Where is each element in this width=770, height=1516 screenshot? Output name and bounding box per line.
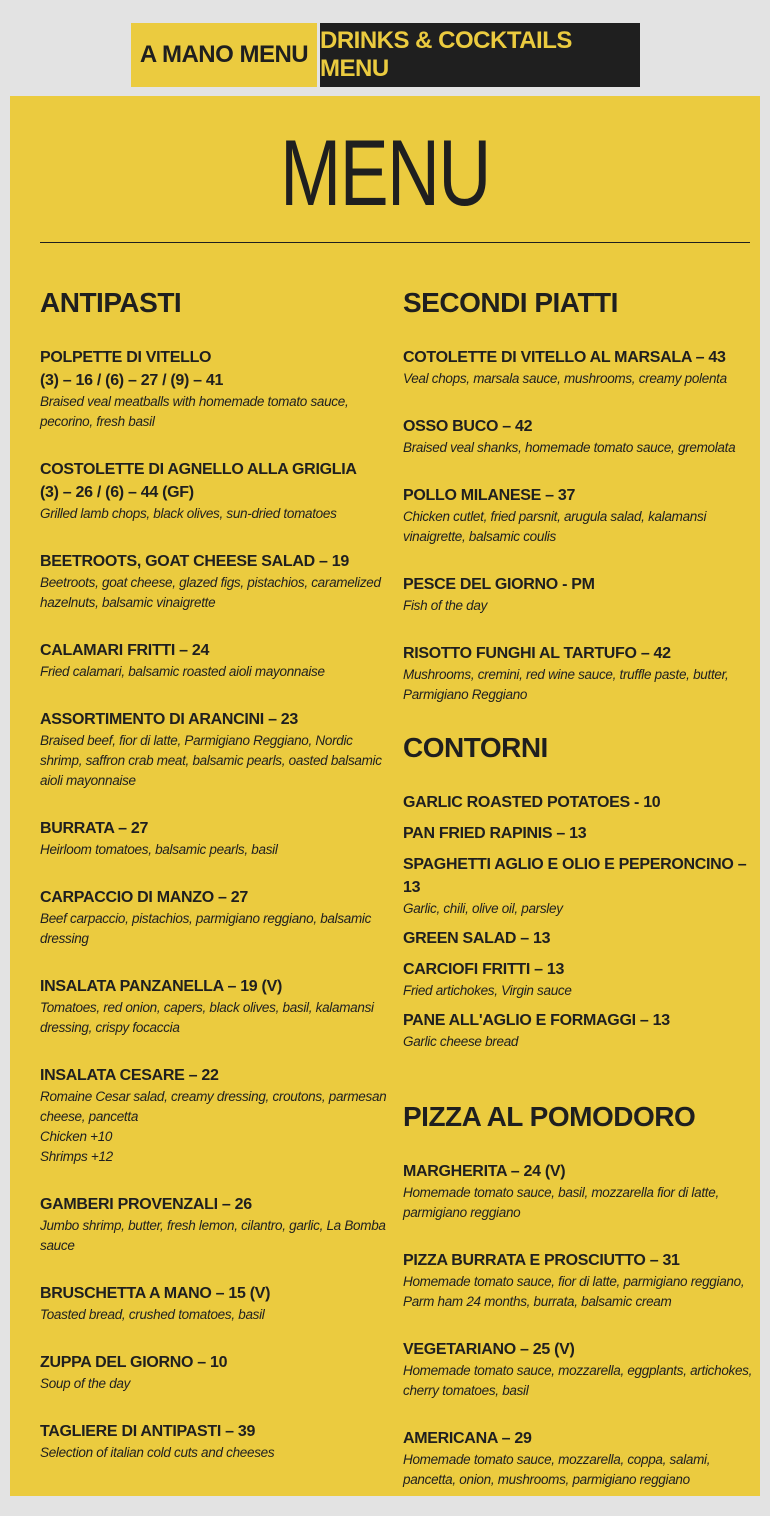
menu-item-description: Toasted bread, crushed tomatoes, basil [40, 1307, 265, 1322]
menu-item-name: TAGLIERE DI ANTIPASTI – 39 [40, 1423, 256, 1440]
menu-item-name: CALAMARI FRITTI – 24 [40, 642, 210, 659]
menu-item-name: MARGHERITA – 24 (V) [403, 1163, 566, 1180]
section-title: PIZZA AL POMODORO [403, 1101, 696, 1132]
menu-item-description: Braised veal meatballs with homemade tomato sauce, pecorino, fresh basil [40, 394, 349, 429]
menu-item [403, 573, 753, 616]
menu-item-name: POLLO MILANESE – 37 [403, 487, 576, 504]
menu-item [40, 1351, 388, 1394]
divider [40, 242, 750, 243]
menu-item [40, 639, 388, 682]
menu-item [403, 1427, 753, 1490]
menu-item [403, 958, 753, 1001]
menu-item-name: BRUSCHETTA A MANO – 15 (V) [40, 1285, 271, 1302]
menu-item-name: PESCE DEL GIORNO - PM [403, 576, 595, 593]
left-column [40, 286, 388, 1489]
menu-item [403, 853, 753, 919]
menu-item [40, 346, 388, 432]
menu-item-description: Soup of the day [40, 1376, 131, 1391]
menu-item-name: COTOLETTE DI VITELLO AL MARSALA – 43 [403, 349, 726, 366]
menu-item-name: ASSORTIMENTO DI ARANCINI – 23 [40, 711, 299, 728]
right-column [403, 286, 753, 1516]
menu-item-description: Beef carpaccio, pistachios, parmigiano reggiano, balsamic dressing [40, 911, 372, 946]
menu-tabs [131, 23, 640, 87]
menu-item [403, 1009, 753, 1052]
menu-item-description: Homemade tomato sauce, basil, mozzarella fior di latte, parmigiano reggiano [403, 1185, 719, 1220]
menu-item [403, 484, 753, 547]
section-title: SECONDI PIATTI [403, 287, 618, 318]
menu-item-name: BEETROOTS, GOAT CHEESE SALAD – 19 [40, 553, 349, 570]
menu-item-description: Beetroots, goat cheese, glazed figs, pistachios, caramelized hazelnuts, balsamic vinaigrette [40, 575, 381, 610]
section-contorni [403, 731, 753, 1052]
menu-item [403, 346, 753, 389]
menu-item-description: Heirloom tomatoes, balsamic pearls, basil [40, 842, 278, 857]
section-pizza [403, 1100, 753, 1490]
menu-item-name: PIZZA BURRATA E PROSCIUTTO – 31 [403, 1252, 680, 1269]
menu-items [403, 791, 753, 1052]
tab-a-mano-menu[interactable]: A MANO MENU [131, 23, 317, 87]
menu-item-description: Fried calamari, balsamic roasted aioli mayonnaise [40, 664, 325, 679]
menu-item [403, 642, 753, 705]
page-title: MENU [280, 120, 490, 225]
menu-item-description: Tomatoes, red onion, capers, black olives, basil, kalamansi dressing, crispy focaccia [40, 1000, 374, 1035]
menu-item-description: Homemade tomato sauce, mozzarella, eggplants, artichokes, cherry tomatoes, basil [403, 1363, 753, 1398]
menu-item-name: SPAGHETTI AGLIO E OLIO E PEPERONCINO – 13 [403, 856, 747, 896]
menu-item-description: Homemade tomato sauce, mozzarella, coppa, salami, pancetta, onion, mushrooms, parmigiano reggiano [403, 1452, 711, 1487]
menu-item-name: AMERICANA – 29 [403, 1430, 532, 1447]
menu-item-name: GAMBERI PROVENZALI – 26 [40, 1196, 252, 1213]
menu-item [40, 817, 388, 860]
menu-item-name: COSTOLETTE DI AGNELLO ALLA GRIGLIA (3) – 26 / (6) – 44 (GF) [40, 461, 357, 501]
menu-item-description: Garlic cheese bread [403, 1034, 519, 1049]
menu-item-description: Fried artichokes, Virgin sauce [403, 983, 572, 998]
section-secondi [403, 286, 753, 705]
menu-items [403, 1160, 753, 1490]
menu-items [403, 346, 753, 705]
menu-item [40, 1420, 388, 1463]
menu-item [403, 791, 753, 814]
tab-drinks-cocktails-menu[interactable]: DRINKS & COCKTAILS MENU [320, 23, 640, 87]
menu-item [40, 708, 388, 791]
menu-item [40, 458, 388, 524]
menu-item [403, 415, 753, 458]
section-title: CONTORNI [403, 732, 548, 763]
menu-item-name: PAN FRIED RAPINIS – 13 [403, 825, 587, 842]
menu-item-name: BURRATA – 27 [40, 820, 149, 837]
menu-item-description: Romaine Cesar salad, creamy dressing, croutons, parmesan cheese, pancetta Chicken +10 Shrimps +12 [40, 1089, 387, 1164]
menu-item [403, 927, 753, 950]
menu-item [40, 1064, 388, 1167]
menu-item [40, 550, 388, 613]
menu-item-name: INSALATA PANZANELLA – 19 (V) [40, 978, 282, 995]
menu-item [403, 822, 753, 845]
menu-item [40, 886, 388, 949]
menu-item-description: Chicken cutlet, fried parsnit, arugula salad, kalamansi vinaigrette, balsamic coulis [403, 509, 707, 544]
menu-item-name: GARLIC ROASTED POTATOES - 10 [403, 794, 661, 811]
menu-item-name: PANE ALL'AGLIO E FORMAGGI – 13 [403, 1012, 670, 1029]
menu-item [40, 1193, 388, 1256]
menu-item [40, 975, 388, 1038]
menu-item-description: Selection of italian cold cuts and cheeses [40, 1445, 275, 1460]
menu-item-name: INSALATA CESARE – 22 [40, 1067, 219, 1084]
menu-item-name: POLPETTE DI VITELLO (3) – 16 / (6) – 27 / (9) – 41 [40, 349, 224, 389]
menu-item-name: GREEN SALAD – 13 [403, 930, 551, 947]
menu-items [40, 346, 388, 1463]
menu-item-description: Braised veal shanks, homemade tomato sauce, gremolata [403, 440, 736, 455]
menu-item-name: ZUPPA DEL GIORNO – 10 [40, 1354, 228, 1371]
menu-item-name: OSSO BUCO – 42 [403, 418, 533, 435]
menu-card [10, 96, 760, 1496]
menu-item-description: Grilled lamb chops, black olives, sun-dried tomatoes [40, 506, 337, 521]
menu-item [403, 1338, 753, 1401]
menu-item-description: Fish of the day [403, 598, 488, 613]
menu-item [40, 1282, 388, 1325]
menu-item-name: CARCIOFI FRITTI – 13 [403, 961, 565, 978]
menu-item-name: RISOTTO FUNGHI AL TARTUFO – 42 [403, 645, 671, 662]
menu-item-description: Jumbo shrimp, butter, fresh lemon, cilantro, garlic, La Bomba sauce [40, 1218, 386, 1253]
menu-item-description: Braised beef, fior di latte, Parmigiano Reggiano, Nordic shrimp, saffron crab meat, balsamic pearls, oasted balsamic aioli mayonnaise [40, 733, 382, 788]
menu-item-description: Mushrooms, cremini, red wine sauce, truffle paste, butter, Parmigiano Reggiano [403, 667, 729, 702]
menu-item [403, 1160, 753, 1223]
menu-item [403, 1249, 753, 1312]
section-title: ANTIPASTI [40, 287, 182, 318]
menu-item-description: Homemade tomato sauce, fior di latte, parmigiano reggiano, Parm ham 24 months, burrata, balsamic cream [403, 1274, 745, 1309]
menu-item-name: VEGETARIANO – 25 (V) [403, 1341, 575, 1358]
menu-item-description: Veal chops, marsala sauce, mushrooms, creamy polenta [403, 371, 727, 386]
menu-item-name: CARPACCIO DI MANZO – 27 [40, 889, 248, 906]
menu-item-description: Garlic, chili, olive oil, parsley [403, 901, 563, 916]
section-antipasti [40, 286, 388, 1463]
